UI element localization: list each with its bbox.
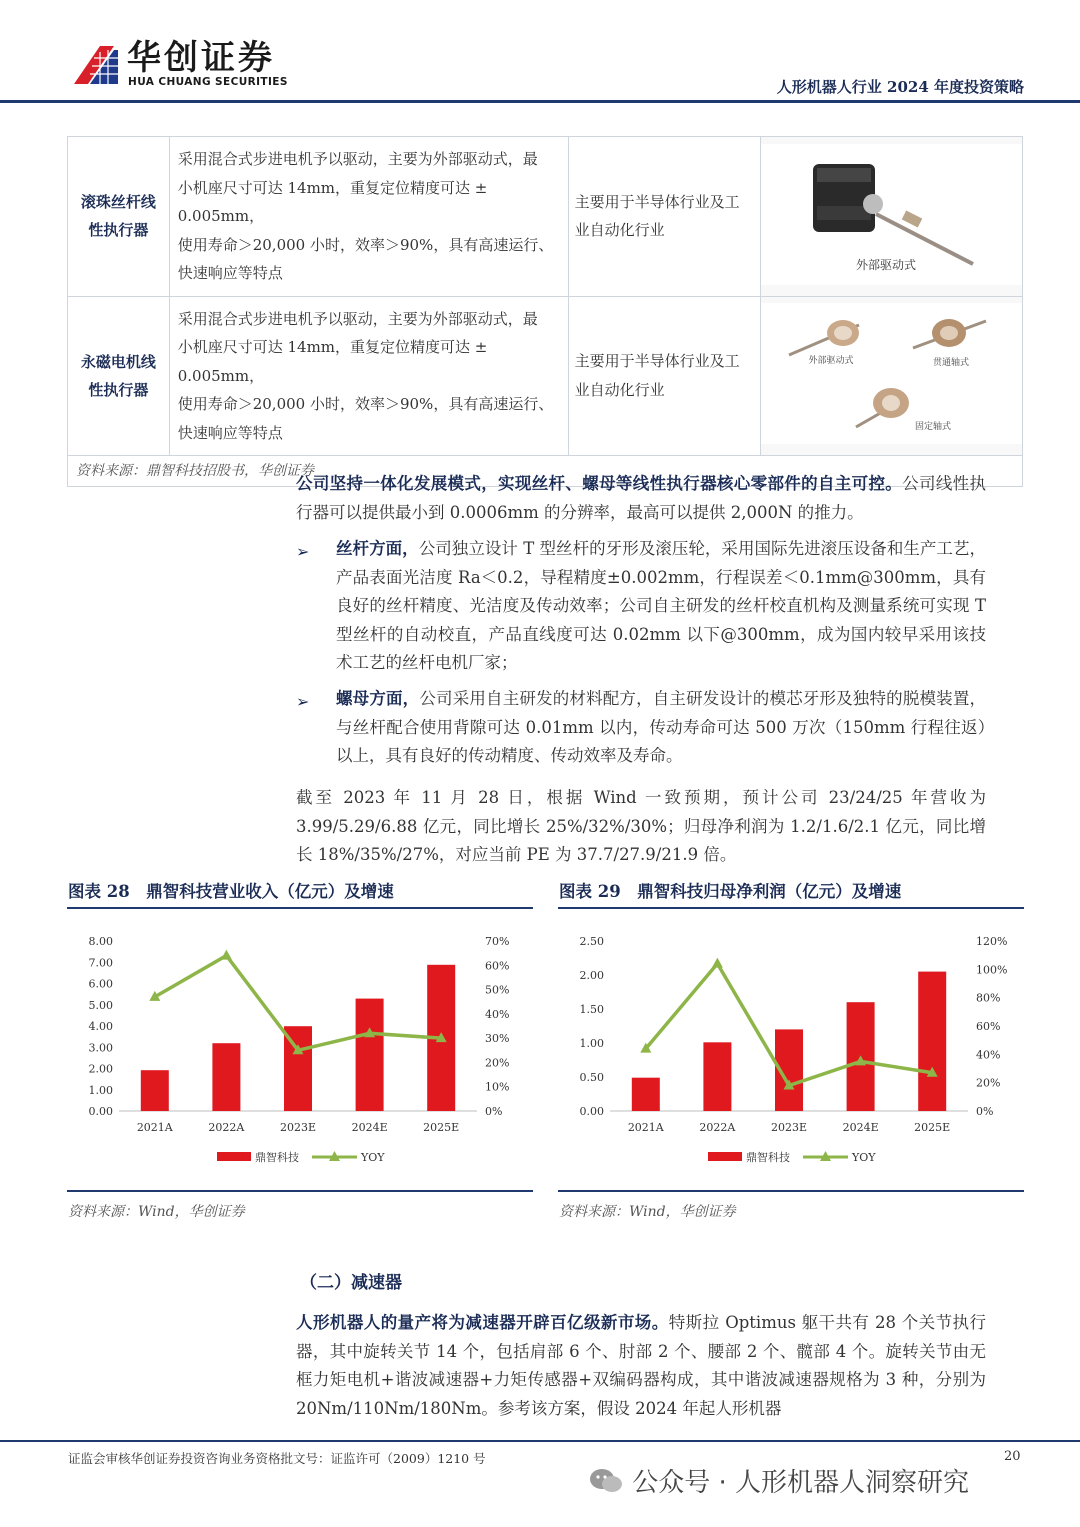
bar [356, 999, 384, 1111]
legend-line-label: YOY [361, 1151, 385, 1164]
chart-28-bottom-rule [67, 1190, 533, 1192]
y-left-tick-label: 2.50 [579, 935, 604, 948]
y-left-tick-label: 0.00 [88, 1105, 113, 1118]
bar [141, 1070, 169, 1111]
y-right-tick-label: 60% [485, 959, 510, 973]
chart-28-title: 图表 28 鼎智科技营业收入（亿元）及增速 [68, 882, 394, 901]
paragraph-integration: 公司坚持一体化发展模式，实现丝杆、螺母等线性执行器核心零部件的自主可控。公司线性执行器可以提供最小到 0.0006mm 的分辨率，最高可以提供 2,000N 的推力。 [296, 474, 987, 522]
y-left-tick-label: 2.00 [88, 1062, 113, 1076]
y-left-tick-label: 1.50 [579, 1003, 604, 1016]
y-left-tick-label: 1.00 [88, 1083, 113, 1097]
paragraph-reducer: 人形机器人的量产将为减速器开辟百亿级新市场。特斯拉 Optimus 躯干共有 28 个关节执行器，其中旋转关节 14 个，包括肩部 6 个、肘部 2 个、腰部 2 个、髋部 4 个。旋转关节由无框力矩电机+谐波减速器+力矩传感器+双编码器构成，其中谐波减速器规格为 3 种，分别为 20Nm/110Nm/180Nm。参考该方案，假设 2024 年起人形机器 [296, 1313, 987, 1418]
bar [212, 1043, 240, 1111]
legend-line-label: YOY [852, 1151, 876, 1164]
y-right-tick-label: 10% [485, 1080, 510, 1094]
y-right-tick-label: 100% [976, 963, 1008, 977]
product-table [67, 136, 1023, 487]
image-label: 外部驱动式 [808, 356, 854, 367]
bullet-screw: 丝杆方面，公司独立设计 T 型丝杆的牙形及滚压轮，采用国际先进滚压设备和生产工艺，产品表面光洁度 Ra＜0.2，导程精度±0.002mm，行程误差＜0.1mm@300mm，具有良好的丝杆精度、光洁度及传动效率；公司自主研发的丝杆校直机构及测量系统可实现 T 型丝杆的自动校直，产品直线度可达 0.02mm 以下@300mm，成为国内较早采用该技术工艺的丝杆电机厂家； [336, 539, 987, 672]
y-left-tick-label: 0.50 [579, 1071, 604, 1084]
table-row [68, 137, 1023, 297]
y-left-tick-label: 7.00 [88, 956, 113, 970]
chart-28-source: 资料来源：Wind，华创证券 [68, 1204, 245, 1220]
product-description: 采用混合式步进电机予以驱动，主要为外部驱动式，最 小机座尺寸可达 14mm，重复定位精度可达 ± 0.005mm， 使用寿命＞20,000 小时，效率＞90%，具有高速运行、 快速响应等特点 [169, 296, 568, 456]
y-left-tick-label: 3.00 [88, 1041, 113, 1055]
y-left-tick-label: 8.00 [88, 935, 113, 948]
image-label: 贯通轴式 [932, 358, 969, 369]
product-usage: 主要用于半导体行业及工 业自动化行业 [568, 137, 760, 297]
y-left-tick-label: 1.00 [579, 1037, 604, 1050]
page-number: 20 [1004, 1449, 1021, 1464]
y-left-tick-label: 4.00 [88, 1020, 113, 1033]
logo-icon [70, 38, 120, 88]
chart-28-top-rule [67, 907, 533, 909]
x-tick-label: 2024E [351, 1121, 388, 1134]
bullet-nut: 螺母方面，公司采用自主研发的材料配方，自主研发设计的模芯牙形及独特的脱模装置，与丝杆配合使用背隙可达 0.01mm 以内，传动寿命可达 500 万次（150mm 行程往返）以上，具有良好的传动精度、传动效率及寿命。 [336, 689, 987, 765]
paragraph-forecast: 截至 2023 年 11 月 28 日，根据 Wind 一致预期，预计公司 23/24/25 年营收为 3.99/5.29/6.88 亿元，同比增长 25%/32%/30%；归母净利润为 1.2/1.6/2.1 亿元，同比增长 18%/35%/27%，对应当前 PE 为 37.7/27.9/21.9 倍。 [296, 788, 986, 864]
y-right-tick-label: 60% [976, 1020, 1001, 1033]
legend-bar-swatch [217, 1152, 251, 1161]
section-heading: （二）减速器 [300, 1273, 402, 1293]
product-description: 采用混合式步进电机予以驱动，主要为外部驱动式，最 小机座尺寸可达 14mm，重复定位精度可达 ± 0.005mm， 使用寿命＞20,000 小时，效率＞90%，具有高速运行、 快速响应等特点 [169, 137, 568, 297]
footer-divider [0, 1440, 1080, 1442]
y-right-tick-label: 0% [485, 1105, 503, 1118]
product-name: 滚珠丝杆线 性执行器 [68, 137, 170, 297]
product-name: 永磁电机线 性执行器 [68, 296, 170, 456]
yoy-point [221, 950, 232, 960]
bullet-icon: ➢ [296, 692, 310, 711]
product-image [760, 296, 1022, 456]
y-left-tick-label: 5.00 [88, 998, 113, 1012]
footer-license: 证监会审核华创证券投资咨询业务资格批文号：证监许可（2009）1210 号 [68, 1451, 486, 1466]
y-right-tick-label: 40% [485, 1007, 510, 1021]
header-divider [0, 100, 1080, 103]
y-right-tick-label: 40% [976, 1048, 1001, 1062]
stepper-motor-illustration [761, 144, 1022, 285]
legend-bar-label: 鼎智科技 [255, 1151, 299, 1164]
x-tick-label: 2021A [627, 1121, 664, 1134]
y-right-tick-label: 20% [485, 1056, 510, 1070]
y-right-tick-label: 80% [976, 991, 1001, 1005]
x-tick-label: 2021A [136, 1121, 173, 1134]
x-tick-label: 2023E [279, 1121, 317, 1134]
y-right-tick-label: 30% [485, 1032, 510, 1046]
chart-29 [558, 915, 1024, 1185]
logo-subtitle: HUA CHUANG SECURITIES [128, 76, 288, 88]
wechat-watermark: 公众号 · 人形机器人洞察研究 [588, 1462, 969, 1499]
wechat-icon [588, 1466, 624, 1496]
x-tick-label: 2025E [423, 1121, 460, 1134]
image-label: 外部驱动式 [855, 257, 916, 272]
chart-29-bottom-rule [558, 1190, 1024, 1192]
y-right-tick-label: 20% [976, 1076, 1001, 1090]
y-left-tick-label: 6.00 [88, 977, 113, 991]
linear-actuator-illustration [761, 303, 1022, 444]
bar [918, 972, 946, 1111]
bar [703, 1042, 731, 1111]
y-left-tick-label: 0.00 [579, 1105, 604, 1118]
chart-29-title: 图表 29 鼎智科技归母净利润（亿元）及增速 [559, 882, 902, 901]
x-tick-label: 2023E [770, 1121, 808, 1134]
y-right-tick-label: 70% [485, 935, 510, 948]
y-left-tick-label: 2.00 [579, 969, 604, 982]
logo-text: 华创证券 [127, 38, 275, 78]
x-tick-label: 2022A [699, 1121, 736, 1134]
chart-29-top-rule [558, 907, 1024, 909]
chart-29-source: 资料来源：Wind，华创证券 [559, 1204, 736, 1220]
product-image [760, 137, 1022, 297]
y-right-tick-label: 50% [485, 983, 510, 997]
table-source: 资料来源：鼎智科技招股书，华创证券 [68, 456, 1023, 487]
y-right-tick-label: 0% [976, 1105, 994, 1118]
x-tick-label: 2022A [208, 1121, 245, 1134]
table-row [68, 296, 1023, 456]
x-tick-label: 2024E [842, 1121, 879, 1134]
legend-bar-swatch [708, 1152, 742, 1161]
legend-bar-label: 鼎智科技 [746, 1151, 790, 1164]
product-usage: 主要用于半导体行业及工 业自动化行业 [568, 296, 760, 456]
bullet-icon: ➢ [296, 542, 310, 561]
x-tick-label: 2025E [914, 1121, 951, 1134]
y-right-tick-label: 120% [976, 935, 1008, 948]
report-title: 人形机器人行业 2024 年度投资策略 [776, 78, 1024, 96]
yoy-point [712, 958, 723, 968]
chart-28 [67, 915, 533, 1185]
image-label: 固定轴式 [914, 422, 951, 433]
bar [632, 1078, 660, 1111]
